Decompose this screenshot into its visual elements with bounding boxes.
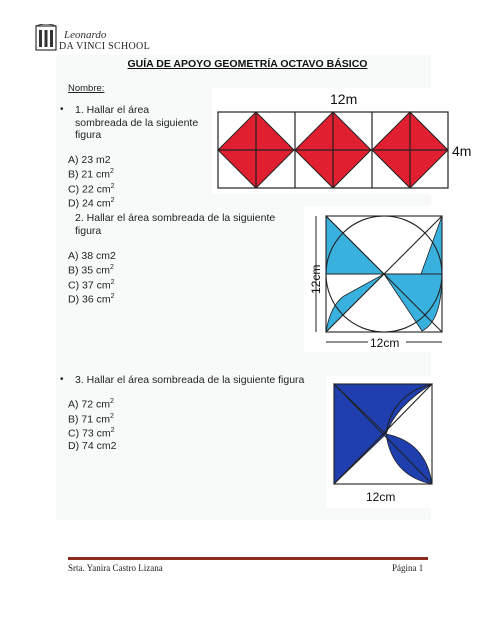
q2-bottom-label: 12cm bbox=[370, 336, 400, 350]
q1-option-b: B) 21 $cm^2$ bbox=[68, 168, 114, 181]
q3-option-b: B) 71 $cm^2$ bbox=[68, 412, 114, 425]
q1-options bbox=[68, 154, 115, 210]
q2-options bbox=[68, 250, 116, 306]
school-crest-logo bbox=[35, 24, 57, 52]
q2-text-line2: figura bbox=[75, 224, 102, 237]
q2-shaded-right-piece bbox=[421, 216, 442, 274]
q1-option-d: D) 24 $cm^2$ bbox=[68, 197, 115, 210]
q1-width-label: 12m bbox=[330, 91, 358, 107]
q2-side-label: 12cm bbox=[309, 264, 323, 294]
q3-option-a: A) 72 $cm^2$ bbox=[68, 398, 114, 411]
q3-bullet: • bbox=[60, 374, 64, 385]
q1-text-line3: figura bbox=[75, 129, 102, 141]
q1-text-line1: 1. Hallar el área bbox=[75, 104, 150, 116]
footer-rule bbox=[68, 557, 428, 560]
logo-script-text: Leonardo bbox=[64, 29, 107, 41]
q1-figure bbox=[212, 88, 478, 194]
q3-text: 3. Hallar el área sombreada de la siguiente figura bbox=[75, 374, 305, 386]
q1-height-label: 4m bbox=[452, 143, 472, 159]
q2-option-a: A) 38 cm2 bbox=[68, 250, 116, 262]
q2-text-line1: 2. Hallar el área sombreada de la siguiente bbox=[75, 212, 276, 224]
footer-author: Srta. Yanira Castro Lizana bbox=[68, 563, 163, 573]
q3-bottom-label: 12cm bbox=[366, 490, 396, 504]
q1-text-line2: sombreada de la siguiente bbox=[75, 116, 199, 129]
q2-option-b: B) 35 $cm^2$ bbox=[68, 264, 114, 277]
q1-option-c: C) 22 $cm^2$ bbox=[68, 182, 115, 195]
q2-option-d: D) 36 $cm^2$ bbox=[68, 293, 115, 306]
q2-option-c: C) 37 $cm^2$ bbox=[68, 278, 115, 291]
logo-school-name: DA VINCI SCHOOL bbox=[59, 41, 150, 52]
q2-outline bbox=[326, 216, 442, 332]
q3-options bbox=[68, 396, 116, 452]
q1-bullet: • bbox=[60, 104, 64, 115]
q1-text bbox=[75, 104, 198, 142]
q2-text bbox=[75, 212, 275, 237]
name-label: Nombre: bbox=[68, 83, 105, 94]
q2-figure bbox=[304, 206, 448, 352]
footer-page-number: Página 1 bbox=[392, 563, 424, 573]
q1-option-a: A) 23 m2 bbox=[68, 154, 111, 166]
page-title: GUÍA DE APOYO GEOMETRÍA OCTAVO BÁSICO bbox=[127, 58, 368, 70]
q3-figure bbox=[326, 376, 440, 508]
q3-option-c: C) 73 $cm^2$ bbox=[68, 427, 115, 440]
q3-option-d: D) 74 cm2 bbox=[68, 439, 117, 452]
